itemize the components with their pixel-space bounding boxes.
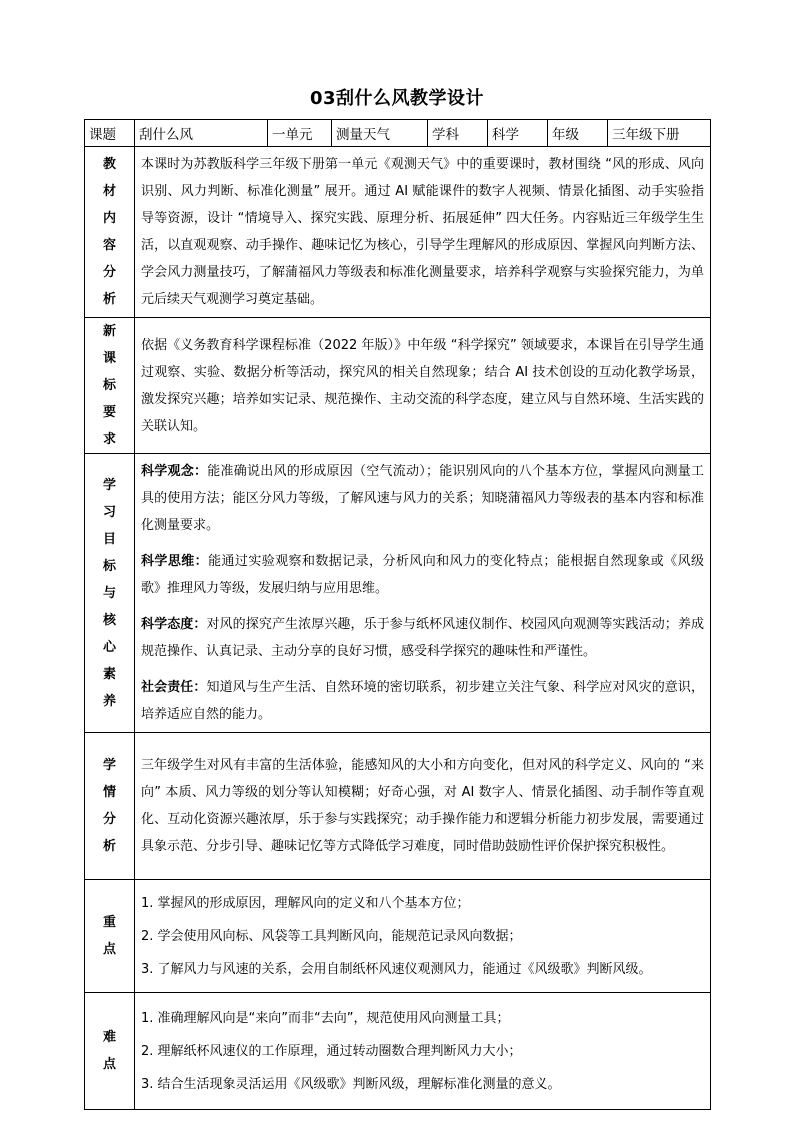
goal-heading: 科学态度：: [141, 617, 207, 632]
key-points-content: [135, 880, 711, 993]
material-row: [85, 147, 711, 318]
grade-value: 三年级下册: [608, 120, 711, 147]
material-text: 本课时为苏教版科学三年级下册第一单元《观测天气》中的重要课时，教材围绕 “风的形成、风向识别、风力判断、标准化测量” 展开。通过 AI 赋能课件的数字人视频、情景化插图、动手实验指导等资源，设计 “情境导入、探究实践、原理分析、拓展延伸” 四大任务。内容贴近三年级学生生活，以直观观察、动手操作、趣味记忆为核心，引导学生理解风的形成原因、掌握风向判断方法、学会风力测量技巧，了解蒲福风力等级表和标准化测量要求，培养科学观察与实验探究能力，为单元后续天气观测学习奠定基础。: [135, 147, 711, 318]
goal-heading: 社会责任：: [141, 680, 207, 695]
goal-item: [141, 611, 704, 665]
goal-item: [141, 458, 704, 539]
material-label: 教材内容分析: [85, 147, 135, 318]
key-point-item: 1. 掌握风的形成原因，理解风向的定义和八个基本方位；: [141, 895, 470, 911]
difficulty-item: 2. 理解纸杯风速仪的工作原理，通过转动圈数合理判断风力大小；: [141, 1043, 522, 1059]
analysis-label: 学情分析: [85, 733, 135, 880]
goal-text: 知道风与生产生活、自然环境的密切联系，初步建立关注气象、科学应对风灾的意识，培养适应自然的能力。: [141, 680, 704, 722]
goal-heading: 科学思维：: [141, 554, 209, 569]
goals-row: [85, 454, 711, 733]
grade-label: 年级: [548, 120, 608, 147]
analysis-text: 三年级学生对风有丰富的生活体验，能感知风的大小和方向变化，但对风的科学定义、风向的 “来向” 本质、风力等级的划分等认知模糊；好奇心强，对 AI 数字人、情景化插图、动手制作等直观化、互动化资源兴趣浓厚，乐于参与实践探究；动手操作能力和逻辑分析能力初步发展，需要通过具象示范、分步引导、趣味记忆等方式降低学习难度，同时借助鼓励性评价保护探究积极性。: [135, 733, 711, 880]
standard-row: [85, 318, 711, 454]
unit-value: 测量天气: [332, 120, 428, 147]
goals-content: [135, 454, 711, 733]
key-points-row: [85, 880, 711, 993]
goal-item: [141, 674, 704, 728]
header-row: [85, 120, 711, 147]
key-point-item: 2. 学会使用风向标、风袋等工具判断风向，能规范记录风向数据；: [141, 928, 522, 944]
lesson-design-table: [84, 119, 711, 1110]
difficulties-content: [135, 993, 711, 1110]
difficulty-item: 1. 准确理解风向是“来向”而非“去向”，规范使用风向测量工具；: [141, 1010, 510, 1026]
analysis-row: [85, 733, 711, 880]
document-title: 03刮什么风教学设计: [309, 88, 485, 109]
standard-label: 新课标要求: [85, 318, 135, 454]
key-point-item: 3. 了解风力与风速的关系，会用自制纸杯风速仪观测风力，能通过《风级歌》判断风级。: [141, 961, 652, 977]
key-points-label: 重点: [85, 880, 135, 993]
standard-text: 依据《义务教育科学课程标准（2022 年版）》中年级 “科学探究” 领域要求，本课旨在引导学生通过观察、实验、数据分析等活动，探究风的相关自然现象；结合 AI 技术创设的互动化教学场景，激发探究兴趣；培养如实记录、规范操作、主动交流的科学态度，建立风与自然环境、生活实践的关联认知。: [135, 318, 711, 454]
subject-label: 学科: [428, 120, 488, 147]
goal-item: [141, 548, 704, 602]
goal-text: 能通过实验观察和数据记录，分析风向和风力的变化特点；能根据自然现象或《风级歌》推理风力等级，发展归纳与应用思维。: [141, 554, 704, 596]
difficulties-row: [85, 993, 711, 1110]
topic-label: 课题: [85, 120, 135, 147]
subject-value: 科学: [488, 120, 548, 147]
topic-value: 刮什么风: [135, 120, 268, 147]
goal-text: 能准确说出风的形成原因（空气流动）；能识别风向的八个基本方位，掌握风向测量工具的使用方法；能区分风力等级，了解风速与风力的关系；知晓蒲福风力等级表的基本内容和标准化测量要求。: [141, 464, 704, 533]
goals-label: 学习目标与核心素养: [85, 454, 135, 733]
difficulty-item: 3. 结合生活现象灵活运用《风级歌》判断风级，理解标准化测量的意义。: [141, 1076, 561, 1092]
difficulties-label: 难点: [85, 993, 135, 1110]
unit-label: 一单元: [268, 120, 332, 147]
goal-text: 对风的探究产生浓厚兴趣，乐于参与纸杯风速仪制作、校园风向观测等实践活动；养成规范操作、认真记录、主动分享的良好习惯，感受科学探究的趣味性和严谨性。: [141, 617, 704, 659]
goal-heading: 科学观念：: [141, 464, 208, 479]
